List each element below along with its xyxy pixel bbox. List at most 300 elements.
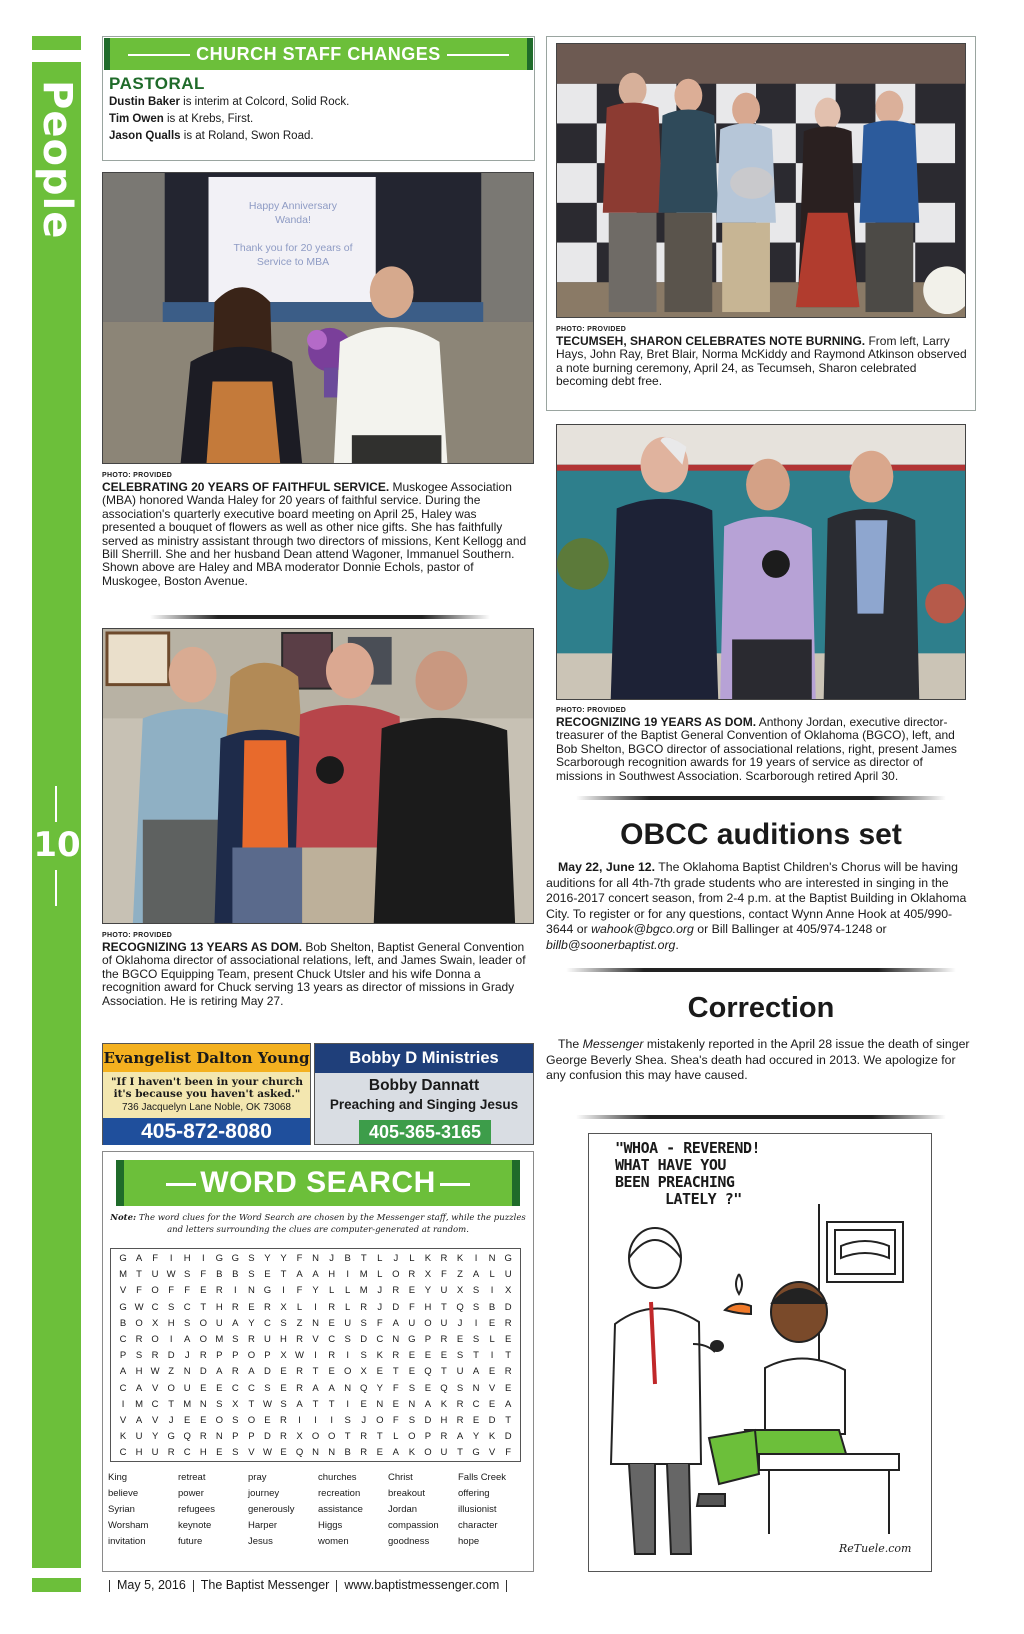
word-search-letter[interactable]: B [216,1269,223,1281]
word-search-letter[interactable]: M [359,1269,368,1281]
word-search-letter[interactable]: C [472,1398,480,1410]
word-search-letter[interactable]: T [248,1398,255,1410]
word-search-letter[interactable]: O [343,1366,352,1378]
word-search-letter[interactable]: Z [168,1366,175,1378]
word-search-letter[interactable]: T [473,1350,479,1362]
word-search-letter[interactable]: F [168,1285,175,1297]
word-search-letter[interactable]: O [151,1333,159,1345]
word-search-letter[interactable]: R [360,1431,368,1443]
word-search-letter[interactable]: K [440,1398,448,1410]
word-search-letter[interactable]: E [248,1301,255,1313]
word-search-letter[interactable]: R [456,1398,464,1410]
word-search-letter[interactable]: N [472,1382,480,1394]
word-search-letter[interactable]: E [280,1366,287,1378]
word-search-letter[interactable]: I [330,1414,333,1426]
word-search-letter[interactable]: S [344,1333,351,1345]
word-search-letter[interactable]: B [232,1269,239,1281]
word-search-letter[interactable]: N [183,1366,191,1378]
word-search-letter[interactable]: Y [424,1285,432,1297]
word-search-letter[interactable]: W [166,1269,176,1281]
word-search-letter[interactable]: C [328,1333,336,1345]
word-search-letter[interactable]: E [472,1414,480,1426]
word-search-letter[interactable]: B [119,1317,127,1329]
word-search-letter[interactable]: F [184,1285,191,1297]
word-search-letter[interactable]: E [488,1398,496,1410]
email-link[interactable]: wahook@bgco.org [591,922,694,937]
word-search-letter[interactable]: L [345,1285,351,1297]
word-search-letter[interactable]: C [119,1447,127,1459]
word-search-letter[interactable]: E [456,1333,464,1345]
footer-url[interactable]: www.baptistmessenger.com [344,1578,500,1592]
word-search-letter[interactable]: D [488,1414,496,1426]
word-search-letter[interactable]: D [392,1301,400,1313]
word-search-letter[interactable]: N [215,1431,223,1443]
word-search-letter[interactable]: D [167,1350,175,1362]
word-search-letter[interactable]: O [424,1447,432,1459]
word-search-letter[interactable]: A [232,1317,239,1329]
word-search-letter[interactable]: R [264,1301,271,1313]
word-search-letter[interactable]: L [409,1253,415,1264]
ad-evangelist-dalton-young[interactable] [102,1043,311,1145]
word-search-letter[interactable]: E [184,1414,191,1426]
word-search-letter[interactable]: G [119,1301,127,1313]
word-search-letter[interactable]: T [360,1253,367,1264]
word-search-letter[interactable]: V [248,1447,255,1459]
word-search-letter[interactable]: G [231,1253,240,1264]
word-search-letter[interactable]: S [472,1285,480,1297]
word-search-letter[interactable]: H [199,1447,207,1459]
word-search-letter[interactable]: Y [280,1253,287,1264]
word-search-letter[interactable]: C [119,1382,127,1394]
word-search-letter[interactable]: K [456,1253,464,1264]
word-search-letter[interactable]: A [392,1317,399,1329]
word-search-letter[interactable]: R [328,1301,336,1313]
word-search-letter[interactable]: V [488,1382,496,1394]
word-search-letter[interactable]: E [376,1366,383,1378]
word-search-letter[interactable]: X [280,1350,287,1362]
word-search-letter[interactable]: R [504,1317,512,1329]
word-search-letter[interactable]: F [152,1253,159,1264]
word-search-letter[interactable]: N [247,1285,255,1297]
word-search-letter[interactable]: G [215,1253,223,1264]
word-search-letter[interactable]: U [440,1447,448,1459]
word-search-letter[interactable]: H [328,1269,336,1281]
word-search-letter[interactable]: C [376,1333,384,1345]
word-search-letter[interactable]: F [392,1382,399,1394]
word-search-letter[interactable]: O [376,1414,384,1426]
word-search-letter[interactable]: A [296,1269,303,1281]
word-search-letter[interactable]: S [232,1414,239,1426]
word-search-letter[interactable]: O [167,1382,175,1394]
word-search-letter[interactable]: H [424,1301,432,1313]
word-search-letter[interactable]: B [344,1447,351,1459]
word-search-letter[interactable]: E [200,1382,207,1394]
word-search-letter[interactable]: L [489,1333,495,1345]
word-search-letter[interactable]: S [360,1350,367,1362]
word-search-letter[interactable]: D [504,1431,512,1443]
word-search-letter[interactable]: C [119,1333,127,1345]
word-search-letter[interactable]: E [408,1285,416,1297]
word-search-letter[interactable]: O [215,1414,223,1426]
word-search-letter[interactable]: Q [456,1301,464,1313]
word-search-letter[interactable]: R [360,1301,368,1313]
word-search-letter[interactable]: E [488,1366,496,1378]
word-search-letter[interactable]: D [424,1414,432,1426]
word-search-letter[interactable]: I [490,1285,494,1297]
word-search-letter[interactable]: J [329,1253,334,1264]
word-search-letter[interactable]: P [216,1350,223,1362]
word-search-letter[interactable]: U [456,1366,464,1378]
word-search-letter[interactable]: W [262,1447,272,1459]
word-search-letter[interactable]: N [328,1447,336,1459]
word-search-letter[interactable]: M [183,1398,192,1410]
word-search-letter[interactable]: O [424,1317,432,1329]
word-search-letter[interactable]: E [264,1414,271,1426]
word-search-letter[interactable]: X [232,1398,239,1410]
word-search-letter[interactable]: S [167,1301,175,1313]
word-search-letter[interactable]: A [328,1382,335,1394]
word-search-letter[interactable]: S [456,1350,464,1362]
word-search-letter[interactable]: T [392,1366,399,1378]
word-search-letter[interactable]: W [134,1301,144,1313]
word-search-letter[interactable]: X [296,1431,303,1443]
word-search-letter[interactable]: I [282,1285,285,1297]
word-search-letter[interactable]: S [264,1382,271,1394]
word-search-letter[interactable]: J [168,1414,174,1426]
word-search-letter[interactable]: S [456,1382,464,1394]
word-search-letter[interactable]: S [472,1301,480,1313]
word-search-letter[interactable]: F [408,1301,415,1313]
word-search-letter[interactable]: X [424,1269,432,1281]
word-search-letter[interactable]: E [216,1447,223,1459]
word-search-letter[interactable]: K [408,1447,416,1459]
word-search-letter[interactable]: C [231,1382,239,1394]
word-search-letter[interactable]: I [314,1301,317,1313]
word-search-letter[interactable]: E [360,1398,367,1410]
word-search-letter[interactable]: T [505,1414,512,1426]
word-search-letter[interactable]: Q [360,1382,368,1394]
word-search-letter[interactable]: N [199,1398,207,1410]
word-search-letter[interactable]: P [424,1431,432,1443]
word-search-letter[interactable]: P [232,1431,239,1443]
word-search-letter[interactable]: R [247,1333,255,1345]
word-search-letter[interactable]: E [408,1350,416,1362]
word-search-letter[interactable]: I [314,1350,317,1362]
word-search-letter[interactable]: S [248,1253,255,1264]
word-search-letter[interactable]: O [408,1431,416,1443]
word-search-letter[interactable]: R [231,1366,239,1378]
word-search-letter[interactable]: R [296,1333,303,1345]
word-search-letter[interactable]: N [408,1398,416,1410]
word-search-letter[interactable]: U [504,1269,512,1281]
word-search-letter[interactable]: H [135,1366,143,1378]
word-search-letter[interactable]: D [504,1301,512,1313]
word-search-letter[interactable]: T [441,1366,447,1378]
word-search-letter[interactable]: U [408,1317,416,1329]
word-search-letter[interactable]: E [440,1350,448,1362]
word-search-letter[interactable]: K [119,1431,127,1443]
word-search-letter[interactable]: C [151,1301,159,1313]
word-search-letter[interactable]: H [215,1301,223,1313]
word-search-letter[interactable]: E [200,1285,207,1297]
word-search-letter[interactable]: O [135,1317,143,1329]
word-search-letter[interactable]: U [183,1382,191,1394]
word-search-letter[interactable]: E [280,1382,287,1394]
word-search-letter[interactable]: M [215,1333,224,1345]
word-search-letter[interactable]: S [184,1317,191,1329]
word-search-letter[interactable]: C [183,1447,191,1459]
word-search-letter[interactable]: J [377,1285,383,1297]
word-search-letter[interactable]: U [440,1285,448,1297]
word-search-letter[interactable]: A [424,1398,432,1410]
word-search-letter[interactable]: N [312,1253,320,1264]
word-search-letter[interactable]: A [216,1366,223,1378]
word-search-letter[interactable]: N [312,1317,320,1329]
word-search-letter[interactable]: G [408,1333,416,1345]
word-search-letter[interactable]: A [456,1431,464,1443]
word-search-letter[interactable]: L [296,1301,303,1313]
word-search-letter[interactable]: S [408,1414,416,1426]
word-search-letter[interactable]: I [201,1253,205,1264]
word-search-letter[interactable]: V [151,1414,159,1426]
word-search-letter[interactable]: X [151,1317,159,1329]
word-search-letter[interactable]: L [377,1269,383,1281]
word-search-letter[interactable]: G [167,1431,175,1443]
word-search-letter[interactable]: R [504,1366,512,1378]
word-search-letter[interactable]: T [312,1366,319,1378]
word-search-letter[interactable]: L [393,1431,399,1443]
word-search-letter[interactable]: I [234,1285,237,1297]
word-search-letter[interactable]: A [248,1366,255,1378]
word-search-letter[interactable]: N [376,1398,384,1410]
word-search-letter[interactable]: E [376,1447,383,1459]
word-search-letter[interactable]: U [135,1431,143,1443]
word-search-letter[interactable]: U [344,1317,352,1329]
word-search-letter[interactable]: R [440,1431,448,1443]
word-search-letter[interactable]: J [361,1414,367,1426]
word-search-letter[interactable]: D [360,1333,368,1345]
word-search-letter[interactable]: B [488,1301,496,1313]
word-search-letter[interactable]: T [312,1398,319,1410]
word-search-letter[interactable]: V [312,1333,319,1345]
word-search-letter[interactable]: K [376,1350,383,1362]
word-search-letter[interactable]: N [392,1333,400,1345]
word-search-letter[interactable]: K [488,1431,496,1443]
word-search-letter[interactable]: O [247,1414,256,1426]
word-search-letter[interactable]: E [392,1398,399,1410]
word-search-letter[interactable]: O [247,1350,256,1362]
word-search-letter[interactable]: A [504,1398,512,1410]
word-search-letter[interactable]: T [136,1269,142,1281]
word-search-letter[interactable]: G [504,1253,512,1264]
word-search-letter[interactable]: W [262,1398,272,1410]
word-search-letter[interactable]: V [119,1414,127,1426]
word-search-letter[interactable]: Y [264,1253,271,1264]
word-search-letter[interactable]: P [248,1431,255,1443]
word-search-letter[interactable]: E [424,1350,432,1362]
word-search-letter[interactable]: U [264,1333,271,1345]
word-search-letter[interactable]: X [504,1285,512,1297]
word-search-letter[interactable]: J [457,1317,463,1329]
word-search-letter[interactable]: D [264,1431,271,1443]
word-search-letter[interactable]: E [488,1317,496,1329]
word-search-letter[interactable]: S [232,1447,239,1459]
word-search-letter[interactable]: E [504,1382,512,1394]
word-search-letter[interactable]: Z [457,1269,463,1281]
word-search-letter[interactable]: Q [424,1366,432,1378]
word-search-letter[interactable]: Y [312,1285,319,1297]
word-search-letter[interactable]: F [392,1414,399,1426]
word-search-letter[interactable]: S [408,1382,416,1394]
word-search-letter[interactable]: F [505,1447,512,1459]
word-search-letter[interactable]: F [136,1285,142,1297]
word-search-letter[interactable]: T [200,1301,207,1313]
word-search-letter[interactable]: T [505,1350,512,1362]
word-search-letter[interactable]: F [296,1285,303,1297]
word-search-letter[interactable]: A [312,1382,319,1394]
word-search-letter[interactable]: T [441,1301,447,1313]
word-search-letter[interactable]: S [280,1317,287,1329]
word-search-letter[interactable]: U [151,1447,159,1459]
word-search-letter[interactable]: P [232,1350,239,1362]
word-search-letter[interactable]: Y [151,1431,159,1443]
word-search-letter[interactable]: R [440,1333,448,1345]
word-search-letter[interactable]: O [199,1333,207,1345]
word-search-letter[interactable]: S [216,1398,223,1410]
word-search-letter[interactable]: E [504,1333,512,1345]
word-search-letter[interactable]: H [440,1414,448,1426]
word-search-letter[interactable]: F [441,1269,447,1281]
word-search-letter[interactable]: Y [472,1431,480,1443]
word-search-letter[interactable]: S [184,1269,191,1281]
word-search-letter[interactable]: S [472,1333,480,1345]
word-search-grid[interactable] [110,1248,521,1462]
word-search-letter[interactable]: E [200,1414,207,1426]
word-search-letter[interactable]: C [247,1382,255,1394]
word-search-letter[interactable]: D [199,1366,207,1378]
word-search-letter[interactable]: H [280,1333,287,1345]
word-search-letter[interactable]: F [200,1269,207,1281]
word-search-letter[interactable]: R [280,1431,287,1443]
word-search-letter[interactable]: M [359,1285,368,1297]
word-search-letter[interactable]: P [119,1350,127,1362]
word-search-letter[interactable]: R [231,1301,239,1313]
word-search-letter[interactable]: X [456,1285,464,1297]
word-search-letter[interactable]: D [264,1366,271,1378]
word-search-letter[interactable]: I [121,1398,125,1410]
word-search-letter[interactable]: R [296,1366,303,1378]
word-search-letter[interactable]: T [344,1431,351,1443]
word-search-letter[interactable]: E [216,1382,223,1394]
word-search-letter[interactable]: L [489,1269,495,1281]
word-search-letter[interactable]: V [488,1447,496,1459]
word-search-letter[interactable]: A [472,1269,480,1281]
word-search-letter[interactable]: S [280,1398,287,1410]
word-search-letter[interactable]: R [328,1350,336,1362]
word-search-letter[interactable]: I [346,1398,349,1410]
word-search-letter[interactable]: A [472,1366,480,1378]
word-search-letter[interactable]: M [135,1398,144,1410]
word-search-letter[interactable]: I [474,1253,478,1264]
word-search-letter[interactable]: R [408,1269,416,1281]
word-search-letter[interactable]: R [215,1285,223,1297]
word-search-letter[interactable]: N [312,1447,320,1459]
word-search-letter[interactable]: I [474,1317,478,1329]
word-search-letter[interactable]: R [440,1253,448,1264]
word-search-letter[interactable]: O [151,1285,159,1297]
word-search-letter[interactable]: L [377,1253,383,1264]
word-search-letter[interactable]: Q [183,1431,191,1443]
word-search-letter[interactable]: O [199,1317,207,1329]
word-search-letter[interactable]: X [360,1366,367,1378]
word-search-letter[interactable]: U [151,1269,159,1281]
word-search-letter[interactable]: T [168,1398,175,1410]
word-search-letter[interactable]: R [360,1447,368,1459]
word-search-letter[interactable]: H [167,1317,175,1329]
word-search-letter[interactable]: T [457,1447,463,1459]
word-search-letter[interactable]: F [376,1317,383,1329]
word-search-letter[interactable]: C [183,1301,191,1313]
word-search-letter[interactable]: I [169,1253,173,1264]
word-search-letter[interactable]: K [424,1253,432,1264]
word-search-letter[interactable]: H [183,1253,191,1264]
word-search-letter[interactable]: J [377,1301,383,1313]
word-search-letter[interactable]: W [150,1366,160,1378]
word-search-letter[interactable]: A [135,1253,143,1264]
word-search-letter[interactable]: P [264,1350,271,1362]
word-search-letter[interactable]: Z [296,1317,303,1329]
word-search-letter[interactable]: W [295,1350,305,1362]
word-search-letter[interactable]: R [151,1350,159,1362]
word-search-letter[interactable]: E [408,1366,416,1378]
word-search-letter[interactable]: R [167,1447,175,1459]
word-search-letter[interactable]: I [314,1414,317,1426]
word-search-letter[interactable]: A [135,1382,143,1394]
word-search-letter[interactable]: U [440,1317,448,1329]
word-search-letter[interactable]: I [346,1269,349,1281]
word-search-letter[interactable]: O [327,1431,336,1443]
word-search-letter[interactable]: Y [376,1382,383,1394]
word-search-letter[interactable]: R [199,1431,207,1443]
word-search-letter[interactable]: L [328,1285,335,1297]
word-search-letter[interactable]: L [345,1301,351,1313]
word-search-letter[interactable]: A [312,1269,319,1281]
word-search-letter[interactable]: A [296,1398,303,1410]
word-search-letter[interactable]: R [456,1414,464,1426]
word-search-letter[interactable]: G [119,1253,127,1264]
word-search-letter[interactable]: G [472,1447,480,1459]
word-search-letter[interactable]: C [264,1317,271,1329]
word-search-letter[interactable]: R [392,1285,400,1297]
word-search-letter[interactable]: J [393,1253,399,1264]
word-search-letter[interactable]: T [328,1398,335,1410]
word-search-letter[interactable]: X [280,1301,287,1313]
word-search-letter[interactable]: J [184,1350,190,1362]
word-search-letter[interactable]: S [135,1350,143,1362]
word-search-letter[interactable]: O [392,1269,400,1281]
word-search-letter[interactable]: R [296,1382,303,1394]
word-search-letter[interactable]: G [263,1285,272,1297]
word-search-letter[interactable]: I [169,1333,173,1345]
word-search-letter[interactable]: Q [440,1382,448,1394]
word-search-letter[interactable]: E [424,1382,432,1394]
word-search-letter[interactable]: S [344,1414,351,1426]
word-search-letter[interactable]: H [135,1447,143,1459]
word-search-letter[interactable]: I [346,1350,349,1362]
ad-bobby-d-ministries[interactable] [314,1043,534,1145]
word-search-letter[interactable]: V [119,1285,127,1297]
word-search-letter[interactable]: T [376,1431,383,1443]
